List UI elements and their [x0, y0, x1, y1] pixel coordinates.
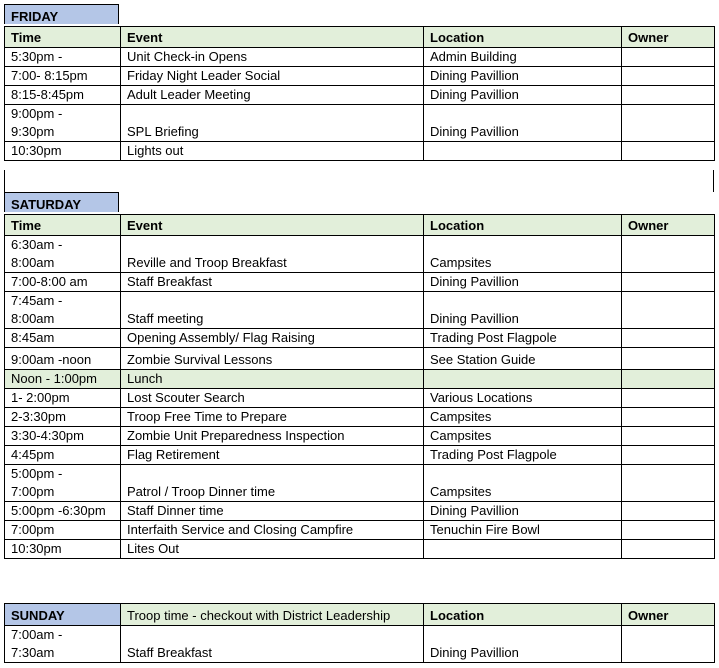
- time-cell: 7:00pm: [5, 521, 121, 540]
- event-cell: Adult Leader Meeting: [121, 86, 424, 105]
- owner-cell: [622, 48, 715, 67]
- owner-cell: [622, 236, 715, 273]
- header-location: Location: [424, 604, 622, 626]
- location-cell: [424, 142, 622, 161]
- table-row: [5, 329, 715, 348]
- event-cell: Zombie Unit Preparedness Inspection: [121, 427, 424, 446]
- time-cell: [5, 292, 121, 329]
- table-row: [5, 465, 715, 502]
- time-cell: 7:00- 8:15pm: [5, 67, 121, 86]
- event-cell: Unit Check-in Opens: [121, 48, 424, 67]
- time-cell: [5, 465, 121, 502]
- time-cell: [5, 626, 121, 663]
- event-cell: Lights out: [121, 142, 424, 161]
- location-cell: Trading Post Flagpole: [424, 446, 622, 465]
- owner-cell: [622, 427, 715, 446]
- saturday-header-row: [5, 215, 715, 236]
- time-cell: 5:30pm -: [5, 48, 121, 67]
- event-cell: Patrol / Troop Dinner time: [121, 465, 424, 502]
- owner-cell: [622, 348, 715, 370]
- time-line-1: 9:00pm -: [11, 106, 63, 121]
- event-cell: Interfaith Service and Closing Campfire: [121, 521, 424, 540]
- table-row: [5, 502, 715, 521]
- event-cell: Flag Retirement: [121, 446, 424, 465]
- friday-day-label: FRIDAY: [4, 4, 119, 24]
- sunday-section: [4, 603, 715, 663]
- header-event: Event: [121, 27, 424, 48]
- table-row: [5, 348, 715, 370]
- location-cell: [424, 540, 622, 559]
- owner-cell: [622, 105, 715, 142]
- time-cell: Noon - 1:00pm: [5, 370, 121, 389]
- friday-section: [4, 4, 715, 161]
- time-line-1: 5:00pm -: [11, 466, 63, 481]
- table-row: [5, 446, 715, 465]
- event-cell: Staff Breakfast: [121, 626, 424, 663]
- time-cell: [5, 236, 121, 273]
- table-row: [5, 142, 715, 161]
- friday-table: [4, 26, 715, 161]
- time-line-2: 8:00am: [11, 311, 55, 326]
- table-row: [5, 236, 715, 273]
- event-cell: Staff Dinner time: [121, 502, 424, 521]
- table-row: [5, 273, 715, 292]
- header-location: Location: [424, 215, 622, 236]
- sunday-event-header: Troop time - checkout with District Leadership: [121, 604, 424, 626]
- location-cell: Tenuchin Fire Bowl: [424, 521, 622, 540]
- owner-cell: [622, 142, 715, 161]
- table-row: [5, 67, 715, 86]
- owner-cell: [622, 389, 715, 408]
- sunday-table: [4, 603, 715, 663]
- time-line-2: 9:30pm: [11, 124, 55, 139]
- time-line-1: 7:00am -: [11, 627, 63, 642]
- location-cell: See Station Guide: [424, 348, 622, 370]
- time-cell: 9:00am -noon: [5, 348, 121, 370]
- event-cell: Lites Out: [121, 540, 424, 559]
- table-row: [5, 427, 715, 446]
- time-line-2: 7:30am: [11, 645, 55, 660]
- table-row: [5, 408, 715, 427]
- header-time: Time: [5, 215, 121, 236]
- location-cell: Dining Pavillion: [424, 86, 622, 105]
- location-cell: Dining Pavillion: [424, 273, 622, 292]
- event-cell: Lunch: [121, 370, 424, 389]
- location-cell: Dining Pavillion: [424, 292, 622, 329]
- owner-cell: [622, 408, 715, 427]
- table-row: [5, 48, 715, 67]
- header-owner: Owner: [622, 27, 715, 48]
- event-cell: Troop Free Time to Prepare: [121, 408, 424, 427]
- table-row-highlight: [5, 370, 715, 389]
- time-line-1: 6:30am -: [11, 237, 63, 252]
- friday-header-row: [5, 27, 715, 48]
- sunday-day-label: SUNDAY: [5, 604, 121, 626]
- event-cell: Reville and Troop Breakfast: [121, 236, 424, 273]
- time-line-1: 7:45am -: [11, 293, 63, 308]
- event-cell: Lost Scouter Search: [121, 389, 424, 408]
- header-time: Time: [5, 27, 121, 48]
- time-line-2: 8:00am: [11, 255, 55, 270]
- event-cell: Staff meeting: [121, 292, 424, 329]
- time-cell: 8:15-8:45pm: [5, 86, 121, 105]
- time-cell: [5, 105, 121, 142]
- time-cell: 5:00pm -6:30pm: [5, 502, 121, 521]
- header-location: Location: [424, 27, 622, 48]
- location-cell: Trading Post Flagpole: [424, 329, 622, 348]
- location-cell: Campsites: [424, 465, 622, 502]
- sunday-header-row: [5, 604, 715, 626]
- location-cell: Dining Pavillion: [424, 67, 622, 86]
- owner-cell: [622, 465, 715, 502]
- owner-cell: [622, 329, 715, 348]
- location-cell: Admin Building: [424, 48, 622, 67]
- table-row: [5, 86, 715, 105]
- location-cell: Dining Pavillion: [424, 502, 622, 521]
- saturday-section: [4, 192, 715, 559]
- table-row: [5, 389, 715, 408]
- table-row: [5, 292, 715, 329]
- location-cell: Campsites: [424, 408, 622, 427]
- table-row: [5, 105, 715, 142]
- saturday-table: [4, 214, 715, 559]
- time-line-2: 7:00pm: [11, 484, 55, 499]
- owner-cell: [622, 292, 715, 329]
- owner-cell: [622, 626, 715, 663]
- event-cell: SPL Briefing: [121, 105, 424, 142]
- time-cell: 10:30pm: [5, 142, 121, 161]
- location-cell: Campsites: [424, 427, 622, 446]
- owner-cell: [622, 273, 715, 292]
- owner-cell: [622, 370, 715, 389]
- section-spacer: [4, 170, 714, 192]
- table-row: [5, 540, 715, 559]
- owner-cell: [622, 67, 715, 86]
- owner-cell: [622, 540, 715, 559]
- location-cell: [424, 370, 622, 389]
- event-cell: Opening Assembly/ Flag Raising: [121, 329, 424, 348]
- time-cell: 4:45pm: [5, 446, 121, 465]
- table-row: [5, 626, 715, 663]
- location-cell: Dining Pavillion: [424, 105, 622, 142]
- time-cell: 2-3:30pm: [5, 408, 121, 427]
- owner-cell: [622, 521, 715, 540]
- header-event: Event: [121, 215, 424, 236]
- saturday-day-label: SATURDAY: [4, 192, 119, 212]
- event-cell: Friday Night Leader Social: [121, 67, 424, 86]
- time-cell: 10:30pm: [5, 540, 121, 559]
- time-cell: 7:00-8:00 am: [5, 273, 121, 292]
- owner-cell: [622, 502, 715, 521]
- location-cell: Campsites: [424, 236, 622, 273]
- event-cell: Zombie Survival Lessons: [121, 348, 424, 370]
- location-cell: Dining Pavillion: [424, 626, 622, 663]
- owner-cell: [622, 86, 715, 105]
- header-owner: Owner: [622, 604, 715, 626]
- owner-cell: [622, 446, 715, 465]
- event-cell: Staff Breakfast: [121, 273, 424, 292]
- table-row: [5, 521, 715, 540]
- location-cell: Various Locations: [424, 389, 622, 408]
- time-cell: 8:45am: [5, 329, 121, 348]
- header-owner: Owner: [622, 215, 715, 236]
- time-cell: 1- 2:00pm: [5, 389, 121, 408]
- time-cell: 3:30-4:30pm: [5, 427, 121, 446]
